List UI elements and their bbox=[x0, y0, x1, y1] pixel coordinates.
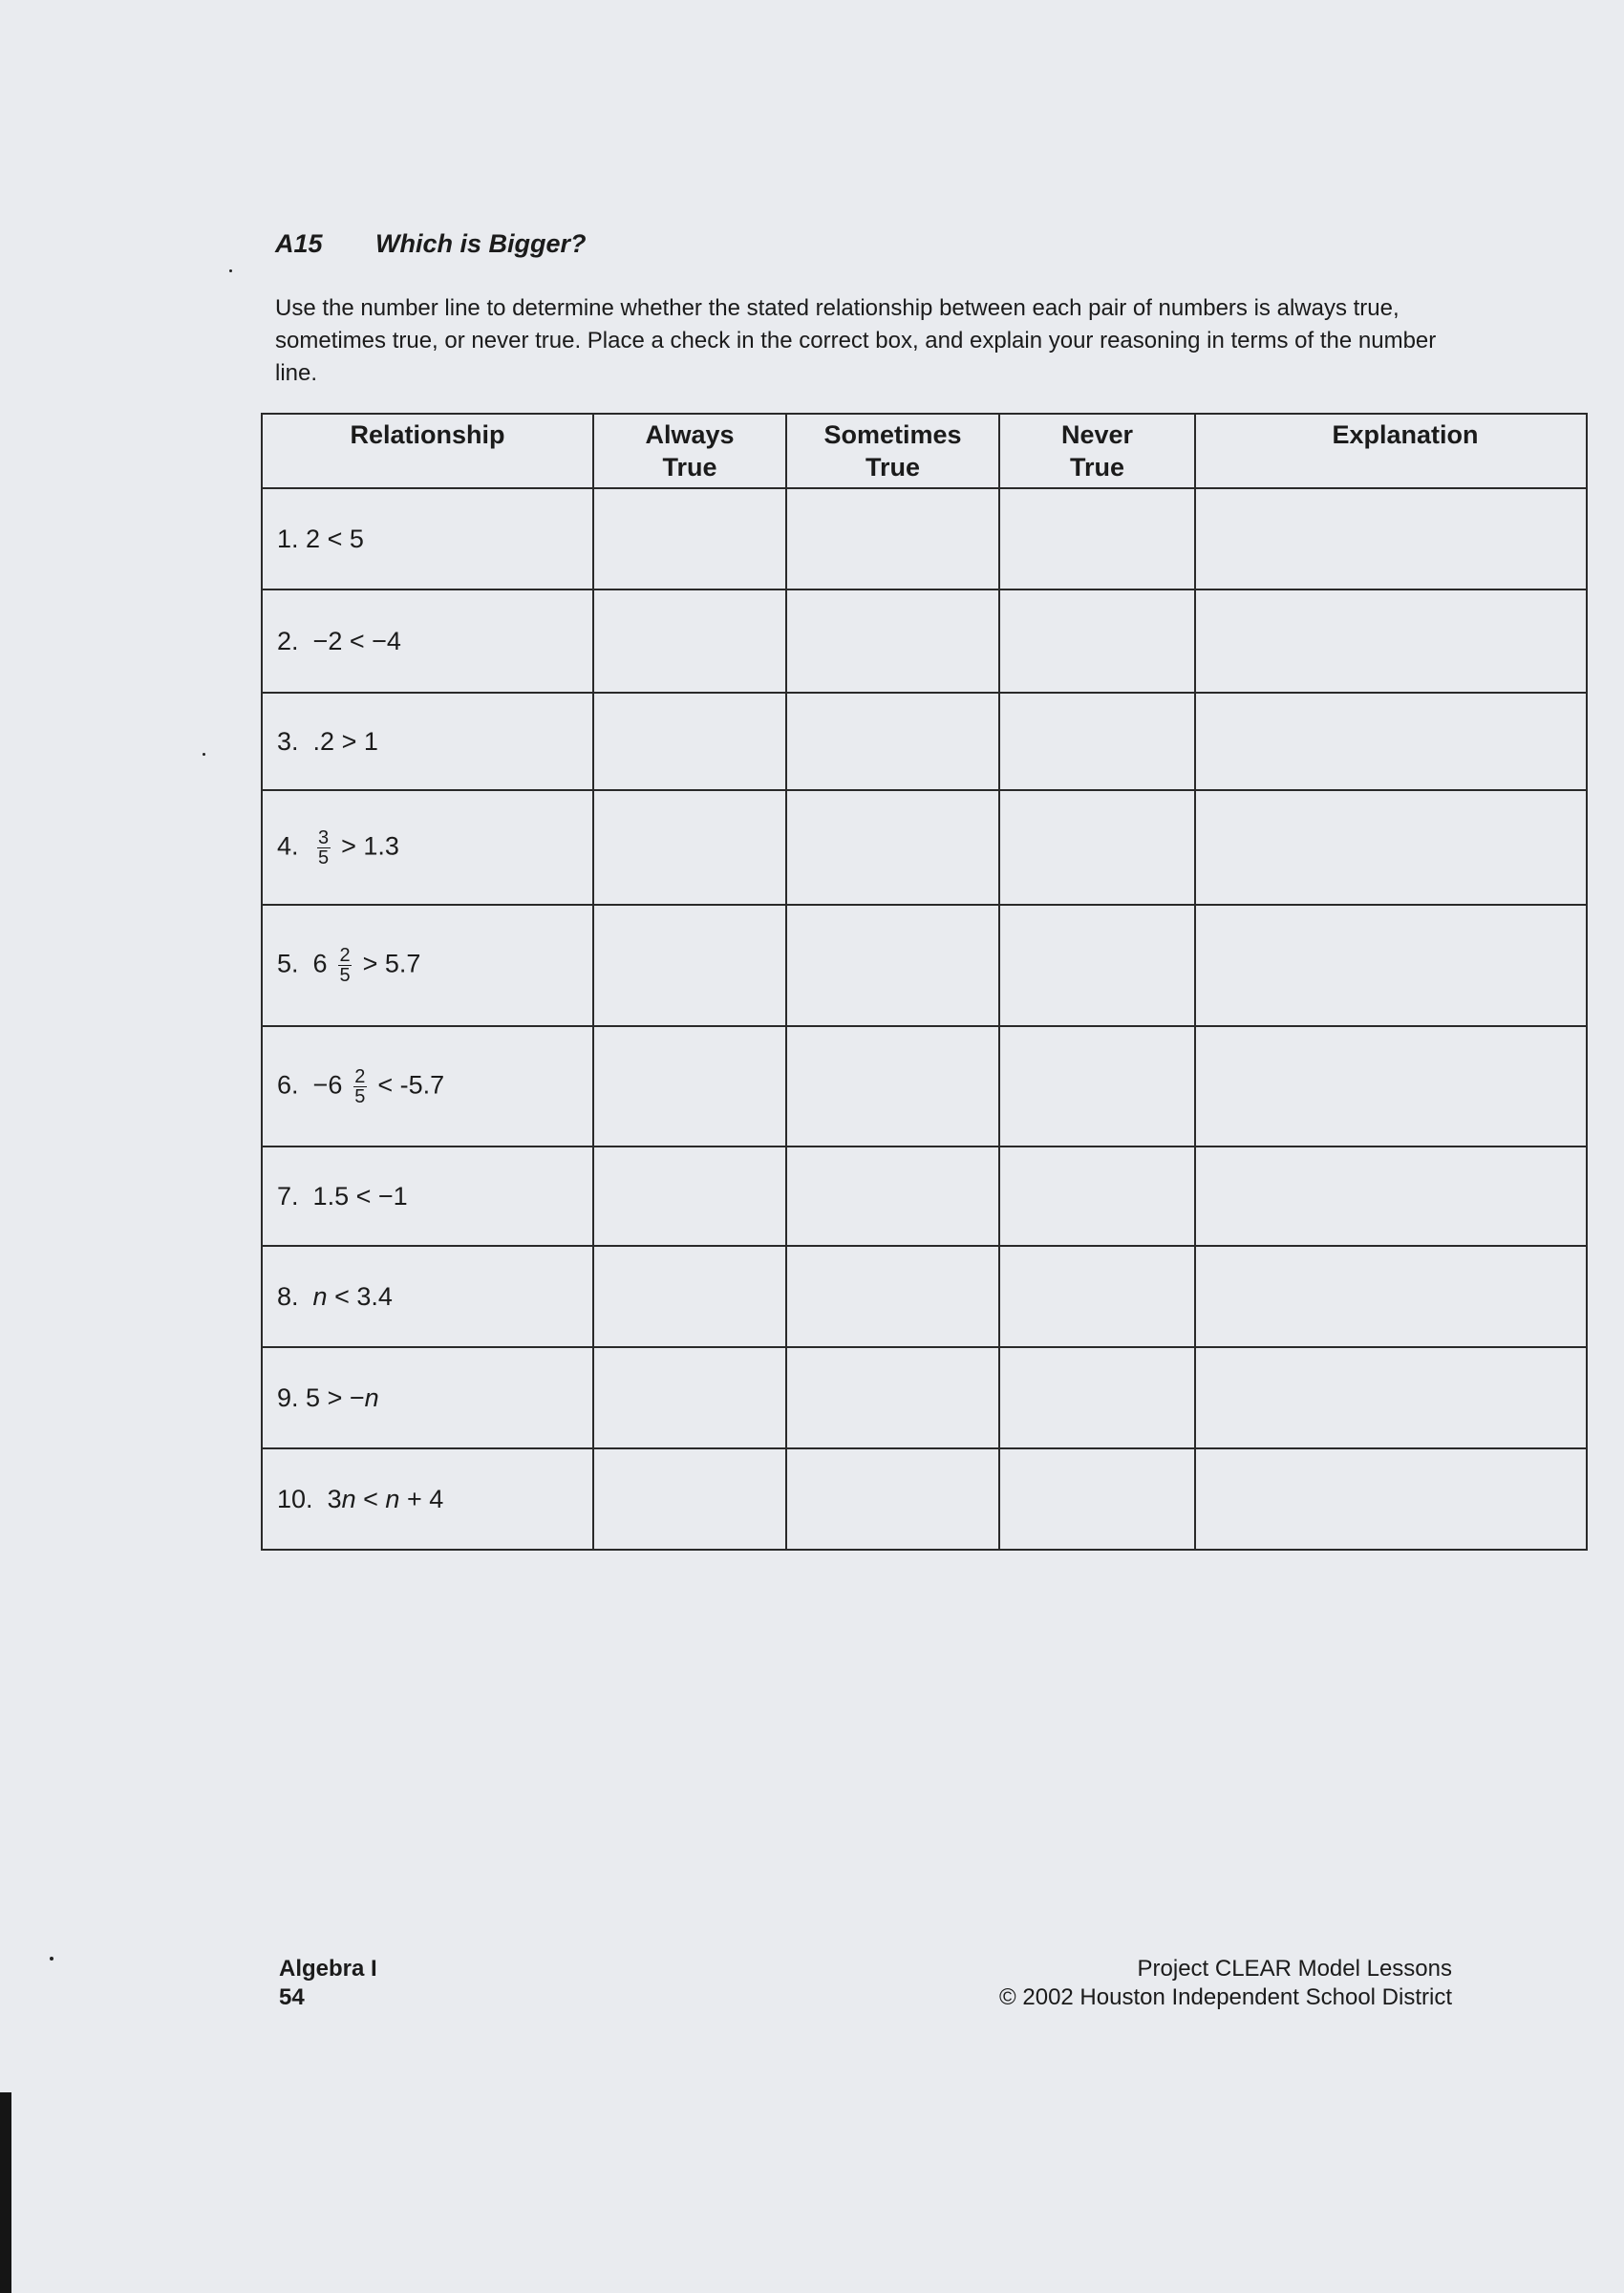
fraction: $\frac{2}{5}$ bbox=[354, 1065, 366, 1107]
table-row bbox=[262, 488, 1587, 589]
explanation-field[interactable] bbox=[1195, 1026, 1587, 1146]
explanation-field[interactable] bbox=[1195, 1246, 1587, 1347]
sometimes-true-checkbox[interactable] bbox=[786, 1026, 999, 1146]
relationship-cell: 5. 6 $\frac{2}{5}$ > 5.7 bbox=[262, 905, 593, 1026]
never-true-checkbox[interactable] bbox=[999, 1448, 1195, 1550]
always-true-checkbox[interactable] bbox=[593, 693, 786, 790]
scan-edge bbox=[0, 2092, 11, 2293]
always-true-checkbox[interactable] bbox=[593, 790, 786, 905]
table-row bbox=[262, 1246, 1587, 1347]
scan-speck bbox=[203, 753, 205, 756]
table-row bbox=[262, 1026, 1587, 1146]
scan-speck bbox=[229, 269, 232, 272]
never-true-checkbox[interactable] bbox=[999, 693, 1195, 790]
table-row bbox=[262, 1448, 1587, 1550]
table-row bbox=[262, 1146, 1587, 1246]
page-number: 54 bbox=[279, 1984, 305, 2010]
header-never-true: Never True bbox=[999, 414, 1195, 488]
section-number: A15 bbox=[275, 229, 323, 258]
table-row bbox=[262, 905, 1587, 1026]
always-true-checkbox[interactable] bbox=[593, 1146, 786, 1246]
always-true-checkbox[interactable] bbox=[593, 1448, 786, 1550]
course-name: Algebra I bbox=[279, 1956, 377, 1982]
never-true-checkbox[interactable] bbox=[999, 1146, 1195, 1246]
section-heading bbox=[275, 229, 587, 259]
header-always-true: Always True bbox=[593, 414, 786, 488]
never-true-checkbox[interactable] bbox=[999, 1246, 1195, 1347]
never-true-checkbox[interactable] bbox=[999, 790, 1195, 905]
table-row bbox=[262, 589, 1587, 693]
explanation-field[interactable] bbox=[1195, 693, 1587, 790]
explanation-field[interactable] bbox=[1195, 1347, 1587, 1448]
relationship-cell: 7. 1.5 < −1 bbox=[262, 1146, 593, 1246]
table-header-row bbox=[262, 414, 1587, 488]
always-true-checkbox[interactable] bbox=[593, 488, 786, 589]
sometimes-true-checkbox[interactable] bbox=[786, 1347, 999, 1448]
relationship-table bbox=[261, 413, 1588, 1551]
relationship-cell: 3. .2 > 1 bbox=[262, 693, 593, 790]
explanation-field[interactable] bbox=[1195, 1448, 1587, 1550]
relationship-cell: 8. n < 3.4 bbox=[262, 1246, 593, 1347]
never-true-checkbox[interactable] bbox=[999, 905, 1195, 1026]
sometimes-true-checkbox[interactable] bbox=[786, 693, 999, 790]
footer-publisher-info bbox=[999, 1955, 1452, 2012]
sometimes-true-checkbox[interactable] bbox=[786, 1448, 999, 1550]
fraction: $\frac{2}{5}$ bbox=[339, 945, 351, 986]
relationship-cell: 1. 2 < 5 bbox=[262, 488, 593, 589]
always-true-checkbox[interactable] bbox=[593, 1347, 786, 1448]
table-row bbox=[262, 693, 1587, 790]
relationship-cell: 10. 3n < n + 4 bbox=[262, 1448, 593, 1550]
table-row bbox=[262, 790, 1587, 905]
relationship-cell: 9. 5 > −n bbox=[262, 1347, 593, 1448]
always-true-checkbox[interactable] bbox=[593, 1246, 786, 1347]
scan-speck bbox=[50, 1957, 53, 1961]
never-true-checkbox[interactable] bbox=[999, 1026, 1195, 1146]
sometimes-true-checkbox[interactable] bbox=[786, 790, 999, 905]
project-name: Project CLEAR Model Lessons bbox=[1137, 1956, 1452, 1982]
explanation-field[interactable] bbox=[1195, 790, 1587, 905]
always-true-checkbox[interactable] bbox=[593, 589, 786, 693]
relationship-cell: 4. $\frac{3}{5}$ > 1.3 bbox=[262, 790, 593, 905]
always-true-checkbox[interactable] bbox=[593, 905, 786, 1026]
section-title: Which is Bigger? bbox=[375, 229, 587, 258]
sometimes-true-checkbox[interactable] bbox=[786, 488, 999, 589]
header-sometimes-true: Sometimes True bbox=[786, 414, 999, 488]
always-true-checkbox[interactable] bbox=[593, 1026, 786, 1146]
explanation-field[interactable] bbox=[1195, 905, 1587, 1026]
fraction: $\frac{3}{5}$ bbox=[317, 826, 330, 868]
sometimes-true-checkbox[interactable] bbox=[786, 1146, 999, 1246]
explanation-field[interactable] bbox=[1195, 488, 1587, 589]
footer-course-info bbox=[279, 1955, 377, 2012]
instructions-text: Use the number line to determine whether the stated relationship between each pair of numbers is always true, sometimes true, or never true. Place a check in the correct box, and explain your reasoning in terms of the number line. bbox=[275, 295, 1437, 386]
header-relationship: Relationship bbox=[262, 414, 593, 488]
relationship-cell: 2. −2 < −4 bbox=[262, 589, 593, 693]
header-explanation: Explanation bbox=[1195, 414, 1587, 488]
sometimes-true-checkbox[interactable] bbox=[786, 1246, 999, 1347]
copyright-notice: © 2002 Houston Independent School District bbox=[999, 1984, 1452, 2010]
never-true-checkbox[interactable] bbox=[999, 589, 1195, 693]
never-true-checkbox[interactable] bbox=[999, 488, 1195, 589]
relationship-cell: 6. −6 $\frac{2}{5}$ < -5.7 bbox=[262, 1026, 593, 1146]
sometimes-true-checkbox[interactable] bbox=[786, 589, 999, 693]
never-true-checkbox[interactable] bbox=[999, 1347, 1195, 1448]
sometimes-true-checkbox[interactable] bbox=[786, 905, 999, 1026]
table-row bbox=[262, 1347, 1587, 1448]
explanation-field[interactable] bbox=[1195, 1146, 1587, 1246]
explanation-field[interactable] bbox=[1195, 589, 1587, 693]
